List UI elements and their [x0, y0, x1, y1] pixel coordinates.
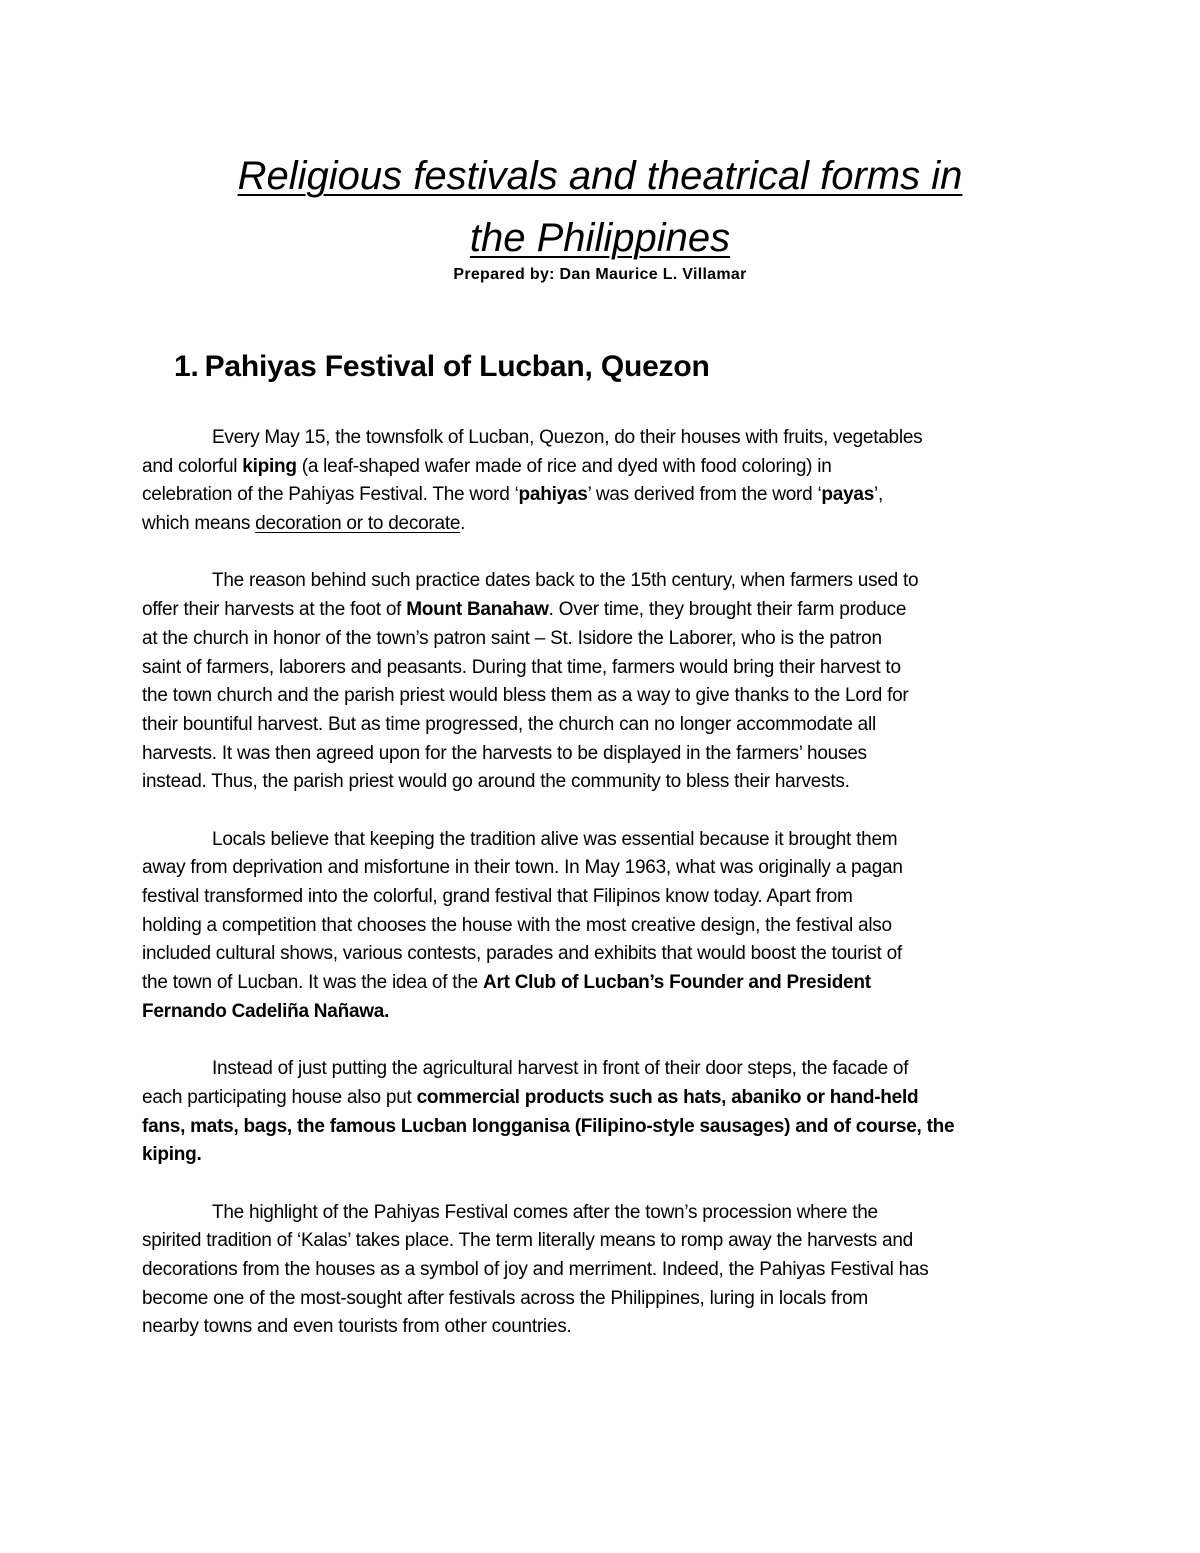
- text-line: The reason behind such practice dates back to the 15th century, when farmers used to: [212, 570, 919, 592]
- text-line: saint of farmers, laborers and peasants. During that time, farmers would bring their harvest to: [142, 656, 901, 678]
- text-line: their bountiful harvest. But as time progressed, the church can no longer accommodate all: [142, 713, 876, 735]
- text-line: nearby towns and even tourists from other countries.: [142, 1316, 572, 1338]
- paragraph-2: [142, 567, 1062, 797]
- text-line: [142, 1113, 1062, 1142]
- text-line: instead. Thus, the parish priest would go around the community to bless their harvests.: [142, 771, 850, 793]
- text-line: [142, 481, 1062, 510]
- prepared-by: Prepared by: Dan Maurice L. Villamar: [453, 266, 747, 283]
- text-line: [142, 1084, 1062, 1113]
- text-line: [142, 969, 1062, 998]
- paragraph-gap: [142, 1170, 1062, 1199]
- paragraph-gap: [142, 797, 1062, 826]
- bold-term: payas: [821, 484, 875, 506]
- text-line: The highlight of the Pahiyas Festival comes after the town’s procession where the: [212, 1201, 878, 1223]
- text-run: . Over time, they brought their farm produce: [548, 599, 907, 621]
- paragraph-gap: [142, 539, 1062, 568]
- text-line: holding a competition that chooses the house with the most creative design, the festival also: [142, 914, 892, 936]
- text-line: [142, 998, 1062, 1027]
- text-run: which means: [142, 513, 256, 535]
- text-line: decorations from the houses as a symbol of joy and merriment. Indeed, the Pahiyas Festival has: [142, 1258, 929, 1280]
- text-line: away from deprivation and misfortune in their town. In May 1963, what was originally a pagan: [142, 857, 903, 879]
- bold-term: Art Club of Lucban’s Founder and President: [482, 972, 871, 994]
- text-line: Locals believe that keeping the tradition alive was essential because it brought them: [212, 828, 898, 850]
- text-line: [142, 453, 1062, 482]
- text-run: the town of Lucban. It was the idea of the: [142, 972, 483, 994]
- paragraph-1: [142, 424, 1062, 539]
- text-line: festival transformed into the colorful, grand festival that Filipinos know today. Apart from: [142, 886, 853, 907]
- text-run: (a leaf-shaped wafer made of rice and dyed with food coloring) in: [296, 455, 832, 477]
- bold-term: kiping.: [142, 1144, 202, 1166]
- bold-term: Mount Banahaw: [406, 599, 549, 621]
- text-line: Every May 15, the townsfolk of Lucban, Quezon, do their houses with fruits, vegetables: [212, 427, 923, 448]
- text-line: spirited tradition of ‘Kalas’ takes place. The term literally means to romp away the harvests and: [142, 1230, 913, 1252]
- paragraph-3: [142, 826, 1062, 1027]
- bold-term: Fernando Cadeliña Nañawa.: [142, 1000, 390, 1022]
- bold-term: pahiyas: [518, 484, 588, 506]
- document-title-line-1: Religious festivals and theatrical forms in: [237, 154, 963, 198]
- document-body: [142, 424, 1062, 1342]
- text-run: each participating house also put: [142, 1086, 417, 1108]
- paragraph-5: [142, 1199, 1062, 1342]
- section-number: 1.: [174, 350, 199, 383]
- text-line: [142, 1141, 1062, 1170]
- text-line: [142, 596, 1062, 625]
- text-run: celebration of the Pahiyas Festival. The word ‘: [142, 484, 519, 506]
- text-line: [142, 510, 1062, 539]
- text-run: and colorful: [142, 455, 243, 477]
- document-title-line-2: the Philippines: [469, 216, 731, 260]
- text-line: at the church in honor of the town’s patron saint – St. Isidore the Laborer, who is the patron: [142, 627, 882, 649]
- paragraph-gap: [142, 1026, 1062, 1055]
- text-run: .: [460, 513, 466, 535]
- underlined-term: decoration or to decorate: [255, 513, 461, 535]
- text-line: become one of the most-sought after festivals across the Philippines, luring in locals from: [142, 1287, 869, 1309]
- text-run: ’ was derived from the word ‘: [587, 484, 822, 506]
- bold-term: fans, mats, bags, the famous Lucban longganisa (Filipino-style sausages) and of course, the: [142, 1115, 955, 1137]
- text-line: the town church and the parish priest would bless them as a way to give thanks to the Lord for: [142, 685, 909, 707]
- section-title: Pahiyas Festival of Lucban, Quezon: [204, 350, 710, 383]
- text-run: ’,: [874, 484, 884, 506]
- section-heading: [174, 350, 710, 384]
- text-line: harvests. It was then agreed upon for the harvests to be displayed in the farmers’ houses: [142, 742, 867, 764]
- bold-term: commercial products such as hats, abaniko or hand-held: [416, 1086, 919, 1108]
- paragraph-4: [142, 1055, 1062, 1170]
- text-run: offer their harvests at the foot of: [142, 599, 407, 621]
- text-line: Instead of just putting the agricultural harvest in front of their door steps, the facade of: [212, 1058, 909, 1080]
- bold-term: kiping: [242, 455, 297, 477]
- text-line: included cultural shows, various contests, parades and exhibits that would boost the tourist of: [142, 943, 902, 965]
